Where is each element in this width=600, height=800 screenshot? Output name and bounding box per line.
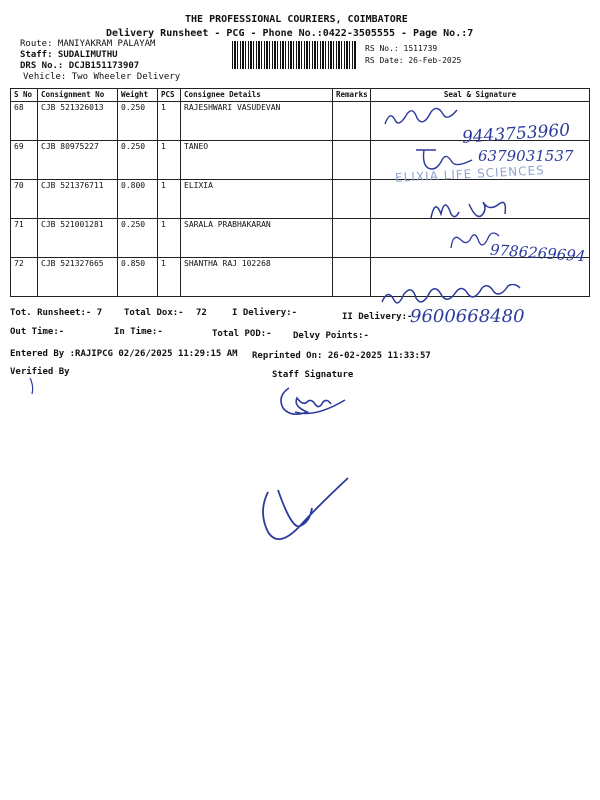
row-weight: 0.850: [118, 258, 158, 297]
row-remarks: [333, 180, 371, 219]
row-remarks: [333, 219, 371, 258]
row-sno: 70: [11, 180, 38, 219]
row-consignee: RAJESHWARI VASUDEVAN: [181, 102, 333, 141]
handwritten-phone-1: 9443753960: [461, 120, 571, 148]
row-consignment: CJB 80975227: [38, 141, 118, 180]
row-consignment: CJB 521327665: [38, 258, 118, 297]
route-label: Route: MANIYAKRAM PALAYAM: [20, 39, 156, 49]
handwritten-phone-5: 9600668480: [410, 306, 525, 327]
row-sno: 68: [11, 102, 38, 141]
signature-row-69: [410, 144, 480, 172]
tot-runsheet: Tot. Runsheet:- 7: [10, 308, 103, 318]
rs-number: RS No.: 1511739: [365, 44, 438, 53]
out-time: Out Time:-: [10, 327, 65, 337]
row-pcs: 1: [158, 219, 181, 258]
row-weight: 0.250: [118, 219, 158, 258]
col-weight: Weight: [118, 89, 158, 102]
row-pcs: 1: [158, 258, 181, 297]
col-sno: S No: [11, 89, 38, 102]
row-remarks: [333, 102, 371, 141]
rs-date: RS Date: 26-Feb-2025: [365, 56, 462, 65]
staff-label: Staff: SUDALIMUTHU: [20, 50, 118, 60]
row-sno: 69: [11, 141, 38, 180]
signature-row-71: [445, 228, 505, 254]
staff-signature-label: Staff Signature: [272, 370, 354, 380]
row-pcs: 1: [158, 102, 181, 141]
row-weight: 0.250: [118, 102, 158, 141]
company-title: THE PROFESSIONAL COURIERS, COIMBATORE: [185, 14, 408, 25]
row-weight: 0.250: [118, 141, 158, 180]
row-sno: 71: [11, 219, 38, 258]
row-consignee: SARALA PRABHAKARAN: [181, 219, 333, 258]
reprinted-on: Reprinted On: 26-02-2025 11:33:57: [252, 351, 431, 361]
row-consignment: CJB 521326013: [38, 102, 118, 141]
table-header-row: [11, 89, 590, 102]
signature-row-70: [425, 192, 515, 226]
row-weight: 0.800: [118, 180, 158, 219]
runsheet-subtitle: Delivery Runsheet - PCG - Phone No.:0422-3505555 - Page No.:7: [106, 28, 474, 39]
col-consignment: Consignment No: [38, 89, 118, 102]
in-time: In Time:-: [114, 327, 163, 337]
signature-row-68: [375, 104, 465, 134]
row-pcs: 1: [158, 180, 181, 219]
row-pcs: 1: [158, 141, 181, 180]
handwritten-phone-4: 9786269694: [489, 240, 586, 266]
col-remarks: Remarks: [333, 89, 371, 102]
row-consignee: ELIXIA: [181, 180, 333, 219]
delvy-points: Delvy Points:-: [293, 331, 369, 341]
row-consignee: TANEO: [181, 141, 333, 180]
row-consignment: CJB 521376711: [38, 180, 118, 219]
drs-label: DRS No.: DCJB151173907: [20, 61, 140, 71]
row-consignee: SHANTHA RAJ 102268: [181, 258, 333, 297]
staff-signature-mark: [275, 382, 355, 418]
ii-delivery: II Delivery:-: [342, 312, 413, 322]
col-pcs: PCS: [158, 89, 181, 102]
row-sno: 72: [11, 258, 38, 297]
row-consignment: CJB 521001281: [38, 219, 118, 258]
entered-by: Entered By :RAJIPCG 02/26/2025 11:29:15 AM: [10, 349, 238, 359]
i-delivery: I Delivery:-: [232, 308, 298, 318]
total-dox-label: Total Dox:-: [124, 308, 184, 318]
total-dox-value: 72: [196, 308, 207, 318]
verifier-signature-mark: [248, 470, 358, 550]
vehicle-label: Vehicle: Two Wheeler Delivery: [23, 72, 181, 82]
total-pod: Total POD:-: [212, 329, 272, 339]
company-stamp: ELIXIA LIFE SCIENCES: [394, 163, 546, 185]
row-remarks: [333, 141, 371, 180]
col-signature: Seal & Signature: [371, 89, 590, 102]
row-remarks: [333, 258, 371, 297]
handwritten-phone-2: 6379031537: [478, 147, 574, 165]
signature-row-72: [376, 284, 536, 312]
verified-by: Verified By: [10, 367, 70, 377]
verified-by-mark: [26, 376, 38, 396]
barcode: [232, 41, 356, 69]
col-consignee: Consignee Details: [181, 89, 333, 102]
